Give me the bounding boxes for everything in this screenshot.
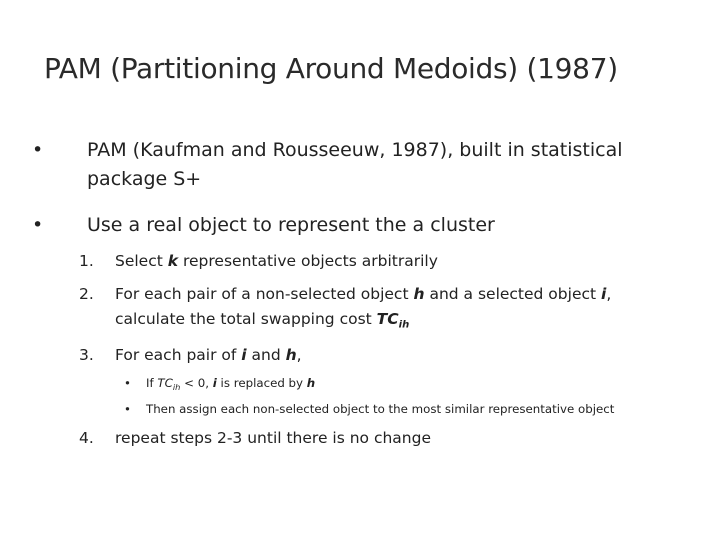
- step-text: For each pair of a non-selected object h and a selected object i, calculate the total swapping cost $TC_{ih}$: [115, 285, 612, 331]
- step-text: repeat steps 2-3 until there is no change: [115, 429, 432, 447]
- step-number: 1.: [79, 252, 94, 270]
- bullet-dot: •: [32, 139, 44, 161]
- bullet-dot: •: [124, 402, 131, 416]
- step-text: For each pair of i and h,: [115, 346, 302, 364]
- step-text: Select k representative objects arbitrarily: [115, 252, 438, 270]
- bullet-dot: •: [32, 214, 44, 236]
- step-number: 4.: [79, 429, 94, 447]
- bullet-dot: •: [124, 376, 131, 390]
- step-number: 3.: [79, 346, 94, 364]
- substep-text: If $TC_{ih} < 0$, i is replaced by h: [146, 376, 316, 392]
- substep-text: Then assign each non-selected object to the most similar representative object: [146, 402, 615, 416]
- slide-title: PAM (Partitioning Around Medoids) (1987): [44, 52, 618, 85]
- step-number: 2.: [79, 285, 94, 303]
- bullet-text: PAM (Kaufman and Rousseeuw, 1987), built in statistical package S+: [87, 139, 623, 190]
- bullet-text: Use a real object to represent the a cluster: [87, 214, 495, 236]
